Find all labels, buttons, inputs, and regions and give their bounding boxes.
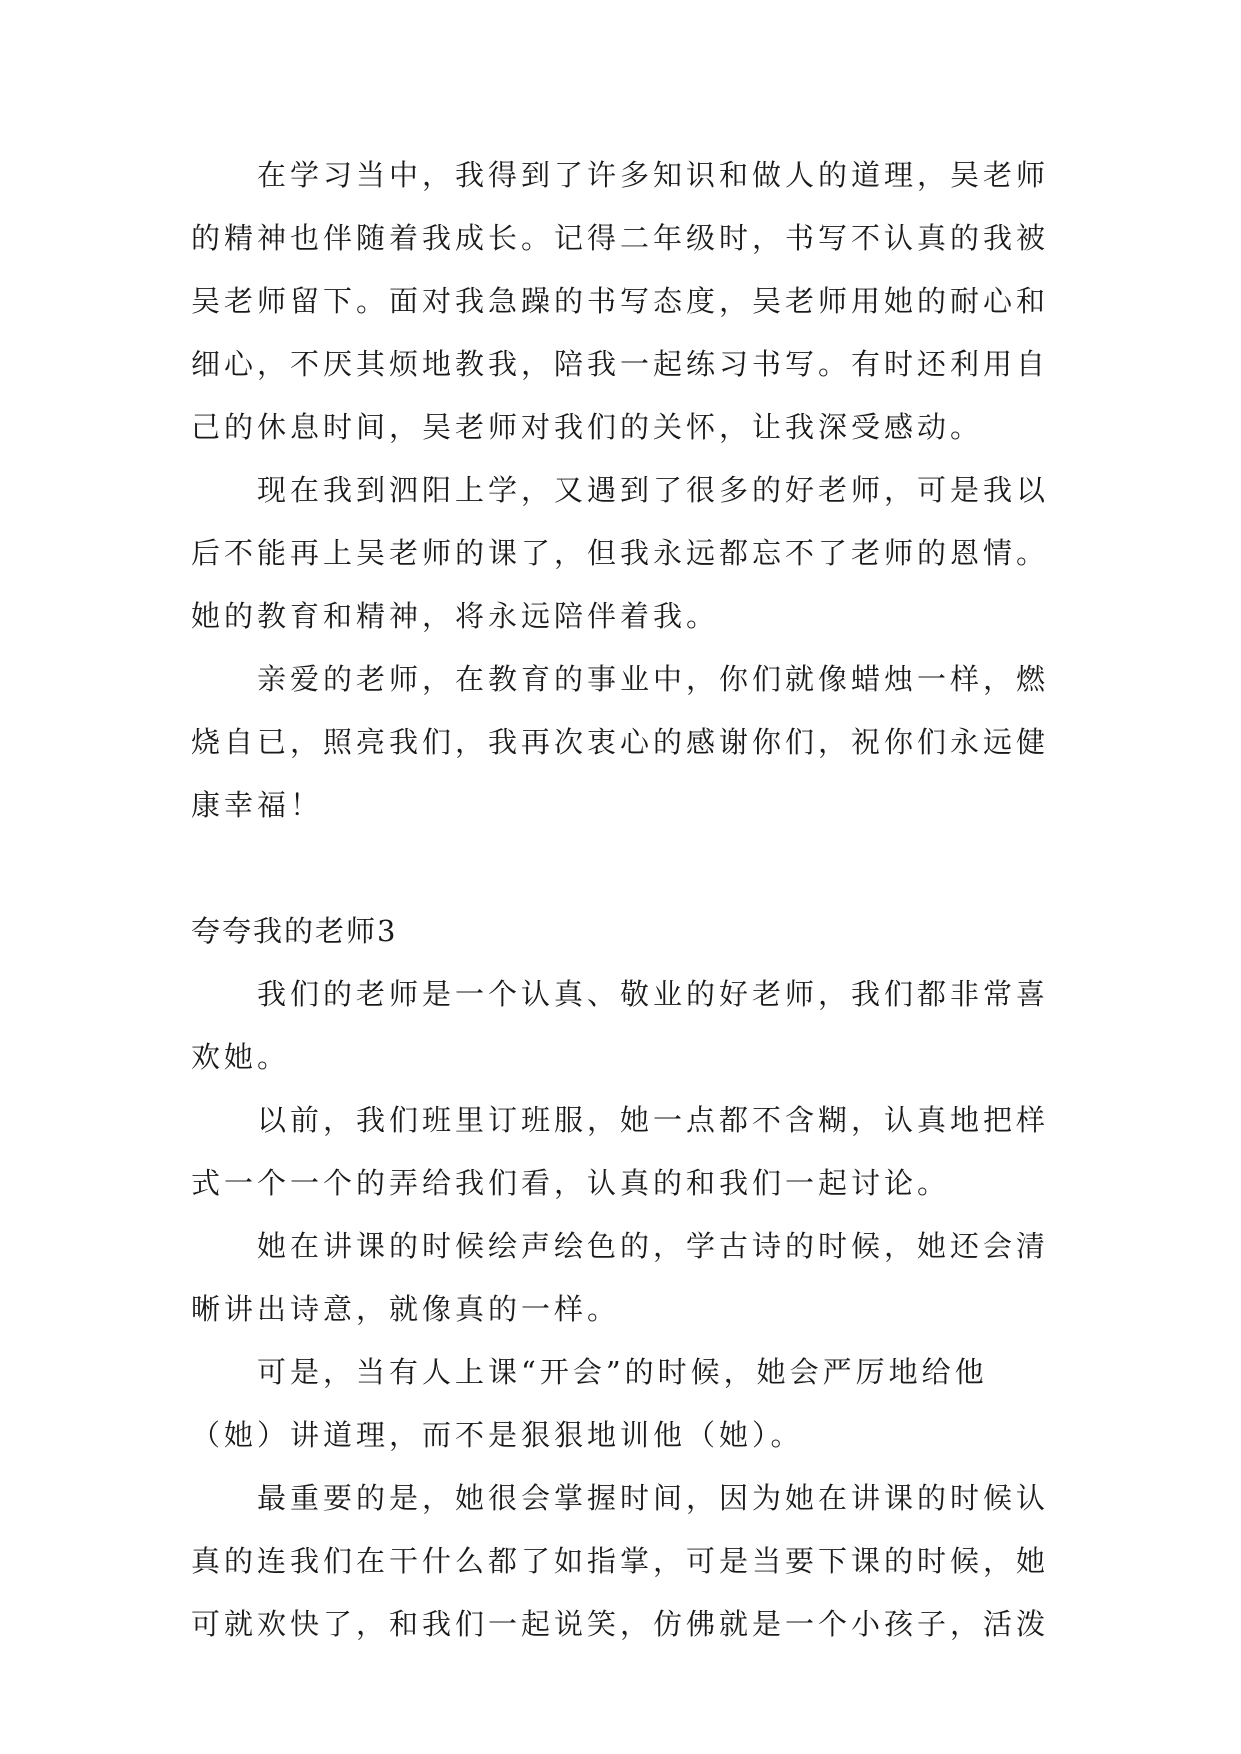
paragraph (191, 663, 1051, 821)
text-line: 最重要的是，她很会掌握时间，因为她在讲课的时候认 (257, 1481, 1050, 1515)
paragraph (191, 978, 1051, 1073)
paragraph (191, 1230, 1051, 1325)
text-line: 可是，当有人上课“开会”的时候，她会严厉地给他 (257, 1355, 988, 1389)
text-line: 她的教育和精神，将永远陪伴着我。 (191, 599, 720, 633)
text-line: 在学习当中，我得到了许多知识和做人的道理，吴老师 (257, 158, 1050, 192)
text-line: 式一个一个的弄给我们看，认真的和我们一起讨论。 (191, 1166, 951, 1200)
text-line: 现在我到泗阳上学，又遇到了很多的好老师，可是我以 (257, 473, 1050, 507)
paragraph (191, 1356, 1051, 1451)
text-line: 晰讲出诗意，就像真的一样。 (191, 1292, 621, 1326)
text-line: 真的连我们在干什么都了如指掌，可是当要下课的时候，她 (191, 1544, 1050, 1578)
text-line: 吴老师留下。面对我急躁的书写态度，吴老师用她的耐心和 (191, 284, 1050, 318)
text-line: 我们的老师是一个认真、敬业的好老师，我们都非常喜 (257, 977, 1050, 1011)
text-line: 可就欢快了，和我们一起说笑，仿佛就是一个小孩子，活泼 (191, 1607, 1050, 1641)
text-line: 细心，不厌其烦地教我，陪我一起练习书写。有时还利用自 (191, 347, 1050, 381)
section-title: 夸夸我的老师3 (191, 914, 398, 948)
text-line: 己的休息时间，吴老师对我们的关怀，让我深受感动。 (191, 410, 984, 444)
paragraph (191, 474, 1051, 632)
text-line: 后不能再上吴老师的课了，但我永远都忘不了老师的恩情。 (191, 536, 1050, 570)
paragraph (191, 159, 1051, 443)
text-line: 她在讲课的时候绘声绘色的，学古诗的时候，她还会清 (257, 1229, 1050, 1263)
paragraph (191, 1482, 1051, 1640)
text-line: 的精神也伴随着我成长。记得二年级时，书写不认真的我被 (191, 221, 1050, 255)
document-body (191, 159, 1051, 1671)
text-line: 以前，我们班里订班服，她一点都不含糊，认真地把样 (257, 1103, 1050, 1137)
text-line: 康幸福！ (191, 788, 324, 822)
section-spacer (191, 852, 1051, 915)
text-line: 烧自已，照亮我们，我再次衷心的感谢你们，祝你们永远健 (191, 725, 1050, 759)
text-line: 欢她。 (191, 1040, 291, 1074)
paragraph (191, 1104, 1051, 1199)
text-line: （她）讲道理，而不是狠狠地训他（她）。 (191, 1418, 804, 1452)
text-line: 亲爱的老师，在教育的事业中，你们就像蜡烛一样，燃 (257, 662, 1050, 696)
